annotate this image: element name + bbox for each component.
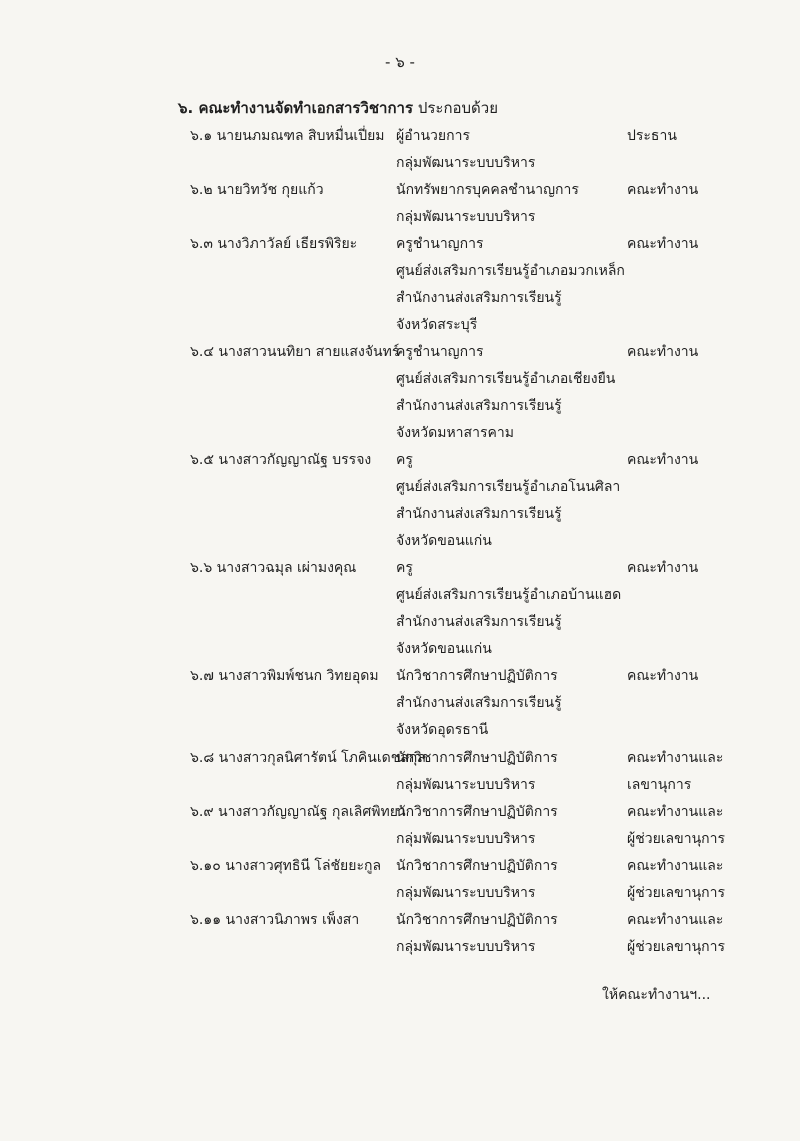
member-position-line: นักทรัพยากรบุคคลชำนาญการ xyxy=(396,182,579,198)
member-position-line: กลุ่มพัฒนาระบบบริหาร xyxy=(396,777,536,793)
member-position-line: กลุ่มพัฒนาระบบบริหาร xyxy=(396,939,536,955)
member-name: ๖.๑๑ นางสาวนิภาพร เพ็งสา xyxy=(190,912,360,928)
member-position-line: ครู xyxy=(396,560,413,576)
member-name: ๖.๙ นางสาวกัญญาณัฐ กุลเลิศพิทยา xyxy=(190,804,406,820)
member-position-line: สำนักงานส่งเสริมการเรียนรู้ xyxy=(396,506,562,522)
member-name: ๖.๑ นายนภมณฑล สิบหมื่นเปี่ยม xyxy=(190,128,385,144)
member-name: ๖.๒ นายวิทวัช กุยแก้ว xyxy=(190,182,324,198)
member-position-line: จังหวัดขอนแก่น xyxy=(396,641,492,657)
member-position-line: สำนักงานส่งเสริมการเรียนรู้ xyxy=(396,695,562,711)
member-position-line: สำนักงานส่งเสริมการเรียนรู้ xyxy=(396,614,562,630)
member-position-line: ผู้อำนวยการ xyxy=(396,128,470,144)
member-position-line: สำนักงานส่งเสริมการเรียนรู้ xyxy=(396,290,562,306)
section-title-suffix: ประกอบด้วย xyxy=(413,99,499,117)
member-position-line: นักวิชาการศึกษาปฏิบัติการ xyxy=(396,750,558,766)
member-position-line: นักวิชาการศึกษาปฏิบัติการ xyxy=(396,858,558,874)
member-role: คณะทำงาน xyxy=(627,236,699,252)
member-name: ๖.๔ นางสาวนนทิยา สายแสงจันทร์ xyxy=(190,344,400,360)
member-role: คณะทำงาน xyxy=(627,668,699,684)
continuation-text: ให้คณะทำงานฯ... xyxy=(602,987,711,1003)
member-position-line: นักวิชาการศึกษาปฏิบัติการ xyxy=(396,668,558,684)
member-position-line: ครู xyxy=(396,452,413,468)
member-position-line: กลุ่มพัฒนาระบบบริหาร xyxy=(396,155,536,171)
member-role: คณะทำงาน xyxy=(627,344,699,360)
member-position-line: ศูนย์ส่งเสริมการเรียนรู้อำเภอโนนศิลา xyxy=(396,479,621,495)
member-role: ผู้ช่วยเลขานุการ xyxy=(627,831,725,847)
member-position-line: ครูชำนาญการ xyxy=(396,344,484,360)
member-position-line: กลุ่มพัฒนาระบบบริหาร xyxy=(396,831,536,847)
member-position-line: จังหวัดมหาสารคาม xyxy=(396,425,514,441)
member-position-line: ศูนย์ส่งเสริมการเรียนรู้อำเภอบ้านแฮด xyxy=(396,587,622,603)
member-role: เลขานุการ xyxy=(627,777,692,793)
page-number: - ๖ - xyxy=(385,53,415,71)
member-role: คณะทำงานและ xyxy=(627,858,724,874)
member-role: คณะทำงานและ xyxy=(627,912,724,928)
member-position-line: ศูนย์ส่งเสริมการเรียนรู้อำเภอมวกเหล็ก xyxy=(396,263,625,279)
section-title: ๖. คณะทำงานจัดทำเอกสารวิชาการ xyxy=(178,99,414,117)
member-role: ประธาน xyxy=(627,128,677,144)
member-position-line: จังหวัดสระบุรี xyxy=(396,317,478,333)
member-role: คณะทำงาน xyxy=(627,182,699,198)
member-position-line: จังหวัดขอนแก่น xyxy=(396,533,492,549)
member-name: ๖.๘ นางสาวกุลนิศารัตน์ โภคินเดชสกุล xyxy=(190,750,426,766)
member-position-line: ครูชำนาญการ xyxy=(396,236,484,252)
member-name: ๖.๕ นางสาวกัญญาณัฐ บรรจง xyxy=(190,452,372,468)
section-heading xyxy=(178,96,498,120)
member-position-line: กลุ่มพัฒนาระบบบริหาร xyxy=(396,885,536,901)
member-name: ๖.๑๐ นางสาวศุทธินี โล่ชัยยะกูล xyxy=(190,858,382,874)
member-role: คณะทำงาน xyxy=(627,452,699,468)
member-role: ผู้ช่วยเลขานุการ xyxy=(627,939,725,955)
member-position-line: สำนักงานส่งเสริมการเรียนรู้ xyxy=(396,398,562,414)
member-name: ๖.๓ นางวิภาวัลย์ เธียรพิริยะ xyxy=(190,236,358,252)
member-position-line: ศูนย์ส่งเสริมการเรียนรู้อำเภอเชียงยืน xyxy=(396,371,616,387)
member-position-line: กลุ่มพัฒนาระบบบริหาร xyxy=(396,209,536,225)
member-name: ๖.๖ นางสาวฉมุล เผ่ามงคุณ xyxy=(190,560,357,576)
member-position-line: จังหวัดอุดรธานี xyxy=(396,722,489,738)
member-role: ผู้ช่วยเลขานุการ xyxy=(627,885,725,901)
member-role: คณะทำงานและ xyxy=(627,750,724,766)
member-name: ๖.๗ นางสาวพิมพ์ชนก วิทยอุดม xyxy=(190,668,379,684)
member-role: คณะทำงานและ xyxy=(627,804,724,820)
member-role: คณะทำงาน xyxy=(627,560,699,576)
member-position-line: นักวิชาการศึกษาปฏิบัติการ xyxy=(396,912,558,928)
member-position-line: นักวิชาการศึกษาปฏิบัติการ xyxy=(396,804,558,820)
